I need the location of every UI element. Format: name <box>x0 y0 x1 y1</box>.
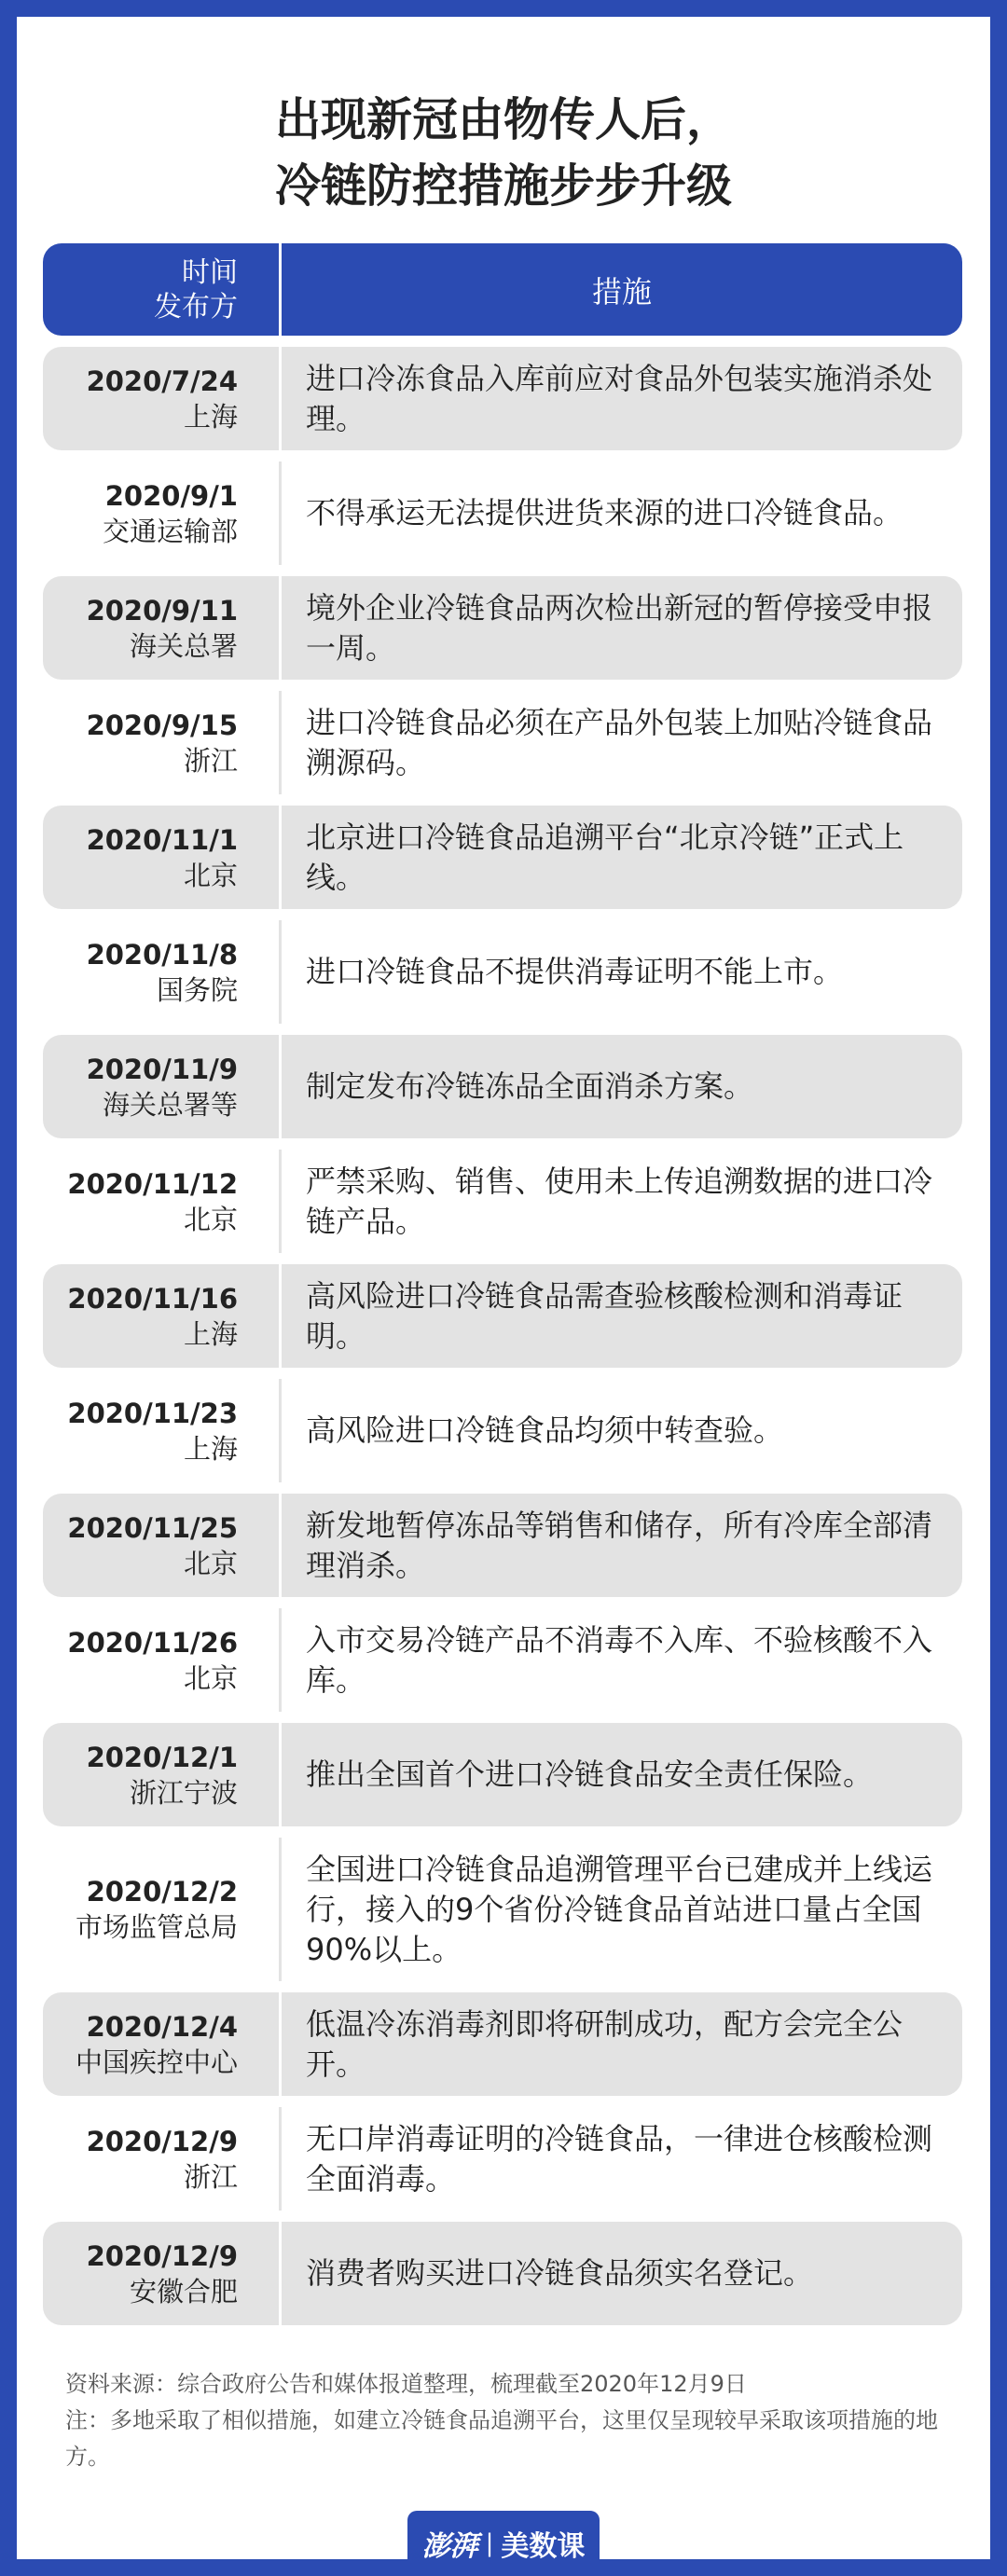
table-row <box>43 1838 962 1981</box>
row-date: 2020/12/9 <box>86 2239 238 2272</box>
table-row <box>43 1035 962 1138</box>
row-measure: 进口冷链食品必须在产品外包装上加贴冷链食品溯源码。 <box>306 704 933 780</box>
row-date: 2020/9/15 <box>86 709 238 741</box>
measure-cell <box>282 1608 962 1712</box>
row-date: 2020/11/23 <box>67 1397 238 1429</box>
row-date: 2020/11/1 <box>86 823 238 856</box>
row-publisher: 交通运输部 <box>102 515 238 547</box>
source-note: 资料来源：综合政府公告和媒体报道整理，梳理截至2020年12月9日 <box>65 2371 747 2397</box>
table-row <box>43 2107 962 2211</box>
measure-cell <box>282 1838 962 1981</box>
time-publisher-cell <box>43 1494 260 1597</box>
logo-brand: 澎湃 <box>421 2530 478 2563</box>
time-publisher-cell <box>43 1608 260 1712</box>
logo-box <box>407 2511 600 2576</box>
table-row <box>43 1723 962 1826</box>
logo-separator: | <box>485 2529 494 2557</box>
title-line-2: 冷链防控措施步步升级 <box>274 159 732 213</box>
footnotes <box>65 2366 960 2475</box>
row-date: 2020/12/4 <box>86 2010 238 2043</box>
row-publisher: 安徽合肥 <box>129 2275 238 2307</box>
disclaimer-note: 注：多地采取了相似措施，如建立冷链食品追溯平台，这里仅呈现较早采取该项措施的地方。 <box>65 2407 938 2470</box>
time-publisher-cell <box>43 576 260 680</box>
row-publisher: 海关总署等 <box>102 1088 238 1121</box>
row-measure: 不得承运无法提供进货来源的进口冷链食品。 <box>306 495 904 530</box>
measure-cell <box>282 1992 962 2096</box>
row-publisher: 上海 <box>183 400 238 433</box>
table-row <box>43 461 962 565</box>
time-publisher-cell <box>43 347 260 450</box>
logo-section: 美数课 <box>501 2530 586 2563</box>
row-publisher: 浙江 <box>183 744 238 777</box>
row-measure: 全国进口冷链食品追溯管理平台已建成并上线运行，接入的9个省份冷链食品首站进口量占全国90%以上。 <box>306 1851 933 1967</box>
table-row <box>43 806 962 909</box>
row-date: 2020/12/9 <box>86 2125 238 2157</box>
table-row <box>43 1150 962 1253</box>
time-publisher-cell <box>43 1379 260 1482</box>
table-row <box>43 2222 962 2325</box>
table-row <box>43 576 962 680</box>
table-row <box>43 691 962 794</box>
table-row <box>43 1494 962 1597</box>
measure-cell <box>282 347 962 450</box>
table-row <box>43 1992 962 2096</box>
measure-cell <box>282 1150 962 1253</box>
measure-cell <box>282 691 962 794</box>
table-row <box>43 920 962 1024</box>
measure-cell <box>282 1494 962 1597</box>
row-measure: 低温冷冻消毒剂即将研制成功，配方会完全公开。 <box>306 2005 904 2082</box>
measure-cell <box>282 1264 962 1368</box>
header-time-label: 时间 <box>182 255 238 289</box>
measure-cell <box>282 1379 962 1482</box>
row-publisher: 海关总署 <box>129 629 238 662</box>
row-publisher: 市场监管总局 <box>75 1911 238 1943</box>
row-publisher: 中国疾控中心 <box>75 2046 238 2078</box>
measure-cell <box>282 2222 962 2325</box>
row-date: 2020/9/11 <box>86 594 238 627</box>
header-publisher-label: 发布方 <box>154 290 238 324</box>
time-publisher-cell <box>43 806 260 909</box>
row-publisher: 浙江宁波 <box>129 1776 238 1809</box>
row-publisher: 北京 <box>183 1203 238 1235</box>
time-publisher-cell <box>43 1035 260 1138</box>
row-date: 2020/12/2 <box>86 1876 238 1908</box>
row-date: 2020/11/9 <box>86 1053 238 1085</box>
row-measure: 无口岸消毒证明的冷链食品，一律进仓核酸检测全面消毒。 <box>306 2120 933 2197</box>
time-publisher-cell <box>43 2222 260 2325</box>
row-measure: 高风险进口冷链食品均须中转查验。 <box>306 1412 784 1448</box>
table-row <box>43 1608 962 1712</box>
row-measure: 高风险进口冷链食品需查验核酸检测和消毒证明。 <box>306 1277 904 1354</box>
row-date: 2020/12/1 <box>86 1741 238 1773</box>
measure-cell <box>282 2107 962 2211</box>
row-measure: 严禁采购、销售、使用未上传追溯数据的进口冷链产品。 <box>306 1163 933 1239</box>
row-publisher: 北京 <box>183 1547 238 1579</box>
row-date: 2020/7/24 <box>86 365 238 397</box>
row-date: 2020/9/1 <box>104 479 238 512</box>
brand-logo <box>17 2511 990 2576</box>
time-publisher-cell <box>43 1264 260 1368</box>
measure-cell <box>282 1723 962 1826</box>
header-time-publisher <box>43 243 260 336</box>
content-panel <box>17 17 990 2563</box>
time-publisher-cell <box>43 1723 260 1826</box>
header-measure-label: 措施 <box>591 273 652 310</box>
row-measure: 新发地暂停冻品等销售和储存，所有冷库全部清理消杀。 <box>306 1507 933 1583</box>
row-publisher: 上海 <box>183 1432 238 1465</box>
measure-cell <box>282 806 962 909</box>
title-line-1: 出现新冠由物传人后， <box>274 93 732 146</box>
time-publisher-cell <box>43 1838 260 1981</box>
time-publisher-cell <box>43 461 260 565</box>
table-row <box>43 347 962 450</box>
row-publisher: 北京 <box>183 1661 238 1694</box>
row-measure: 北京进口冷链食品追溯平台“北京冷链”正式上线。 <box>306 819 904 895</box>
time-publisher-cell <box>43 1992 260 2096</box>
measure-cell <box>282 920 962 1024</box>
measure-cell <box>282 1035 962 1138</box>
time-publisher-cell <box>43 1150 260 1253</box>
time-publisher-cell <box>43 691 260 794</box>
row-measure: 进口冷链食品不提供消毒证明不能上市。 <box>306 954 844 989</box>
table-row <box>43 1379 962 1482</box>
row-date: 2020/11/12 <box>67 1167 238 1200</box>
measure-cell <box>282 576 962 680</box>
row-date: 2020/11/26 <box>67 1626 238 1659</box>
measure-cell <box>282 461 962 565</box>
row-publisher: 上海 <box>183 1317 238 1350</box>
row-publisher: 北京 <box>183 859 238 891</box>
time-publisher-cell <box>43 920 260 1024</box>
row-publisher: 浙江 <box>183 2160 238 2193</box>
row-date: 2020/11/16 <box>67 1282 238 1315</box>
row-measure: 推出全国首个进口冷链食品安全责任保险。 <box>306 1756 874 1792</box>
measures-table <box>43 347 962 2336</box>
row-measure: 进口冷冻食品入库前应对食品外包装实施消杀处理。 <box>306 360 933 436</box>
table-row <box>43 1264 962 1368</box>
row-measure: 制定发布冷链冻品全面消杀方案。 <box>306 1068 754 1104</box>
time-publisher-cell <box>43 2107 260 2211</box>
row-measure: 入市交易冷链产品不消毒不入库、不验核酸不入库。 <box>306 1621 933 1698</box>
row-measure: 境外企业冷链食品两次检出新冠的暂停接受申报一周。 <box>306 589 933 666</box>
row-date: 2020/11/8 <box>86 938 238 971</box>
row-date: 2020/11/25 <box>67 1511 238 1544</box>
row-measure: 消费者购买进口冷链食品须实名登记。 <box>306 2255 814 2291</box>
table-header <box>43 243 962 336</box>
row-publisher: 国务院 <box>156 973 238 1006</box>
page-title <box>17 87 990 219</box>
